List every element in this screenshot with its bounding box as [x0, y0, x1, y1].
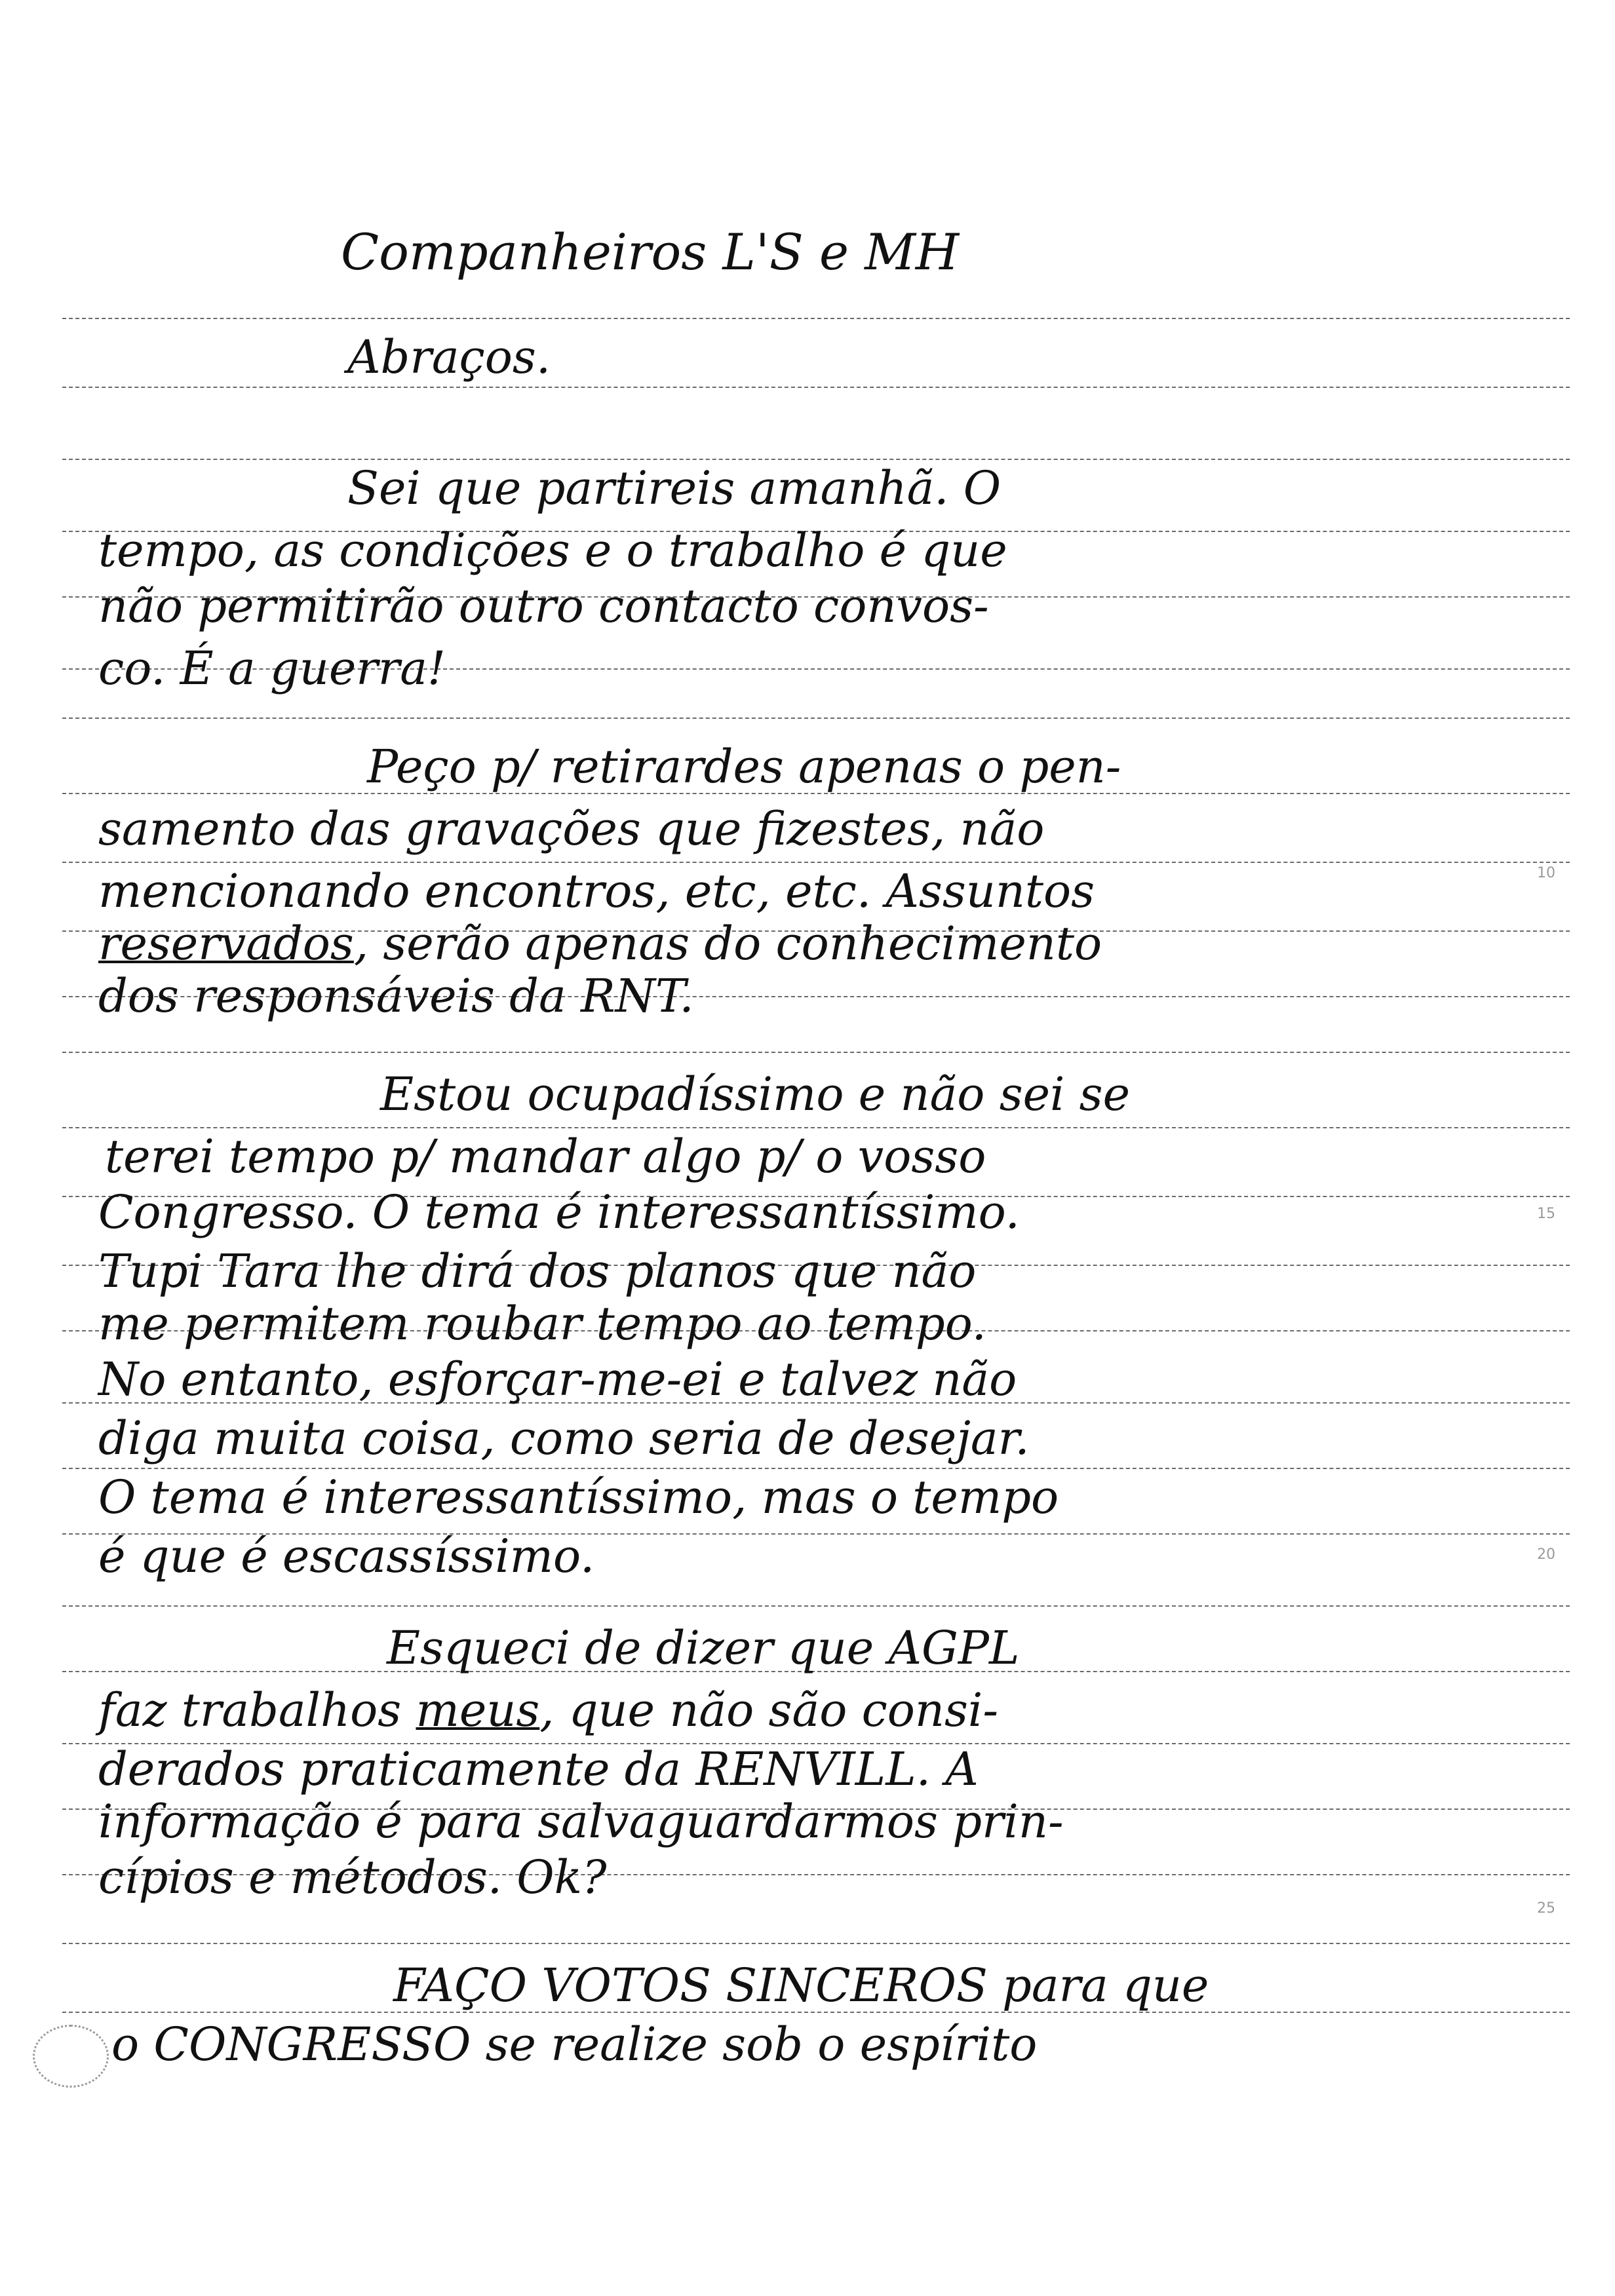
paragraph-2-line: dos responsáveis da RNT. [98, 969, 694, 1023]
paragraph-2-line: Peço p/ retirardes apenas o pen- [367, 740, 1121, 794]
paragraph-4-line-start: faz trabalhos [98, 1683, 416, 1737]
paragraph-2-line: mencionando encontros, etc, etc. Assuntos [98, 864, 1095, 918]
paragraph-3-line: é que é escassíssimo. [98, 1529, 595, 1583]
paragraph-3-line: Estou ocupadíssimo e não sei se [380, 1067, 1131, 1121]
paragraph-4-line [0, 1681, 1615, 1740]
letter-greeting: Abraços. [347, 330, 551, 384]
paragraph-5-line: FAÇO VOTOS SINCEROS para que [393, 1959, 1209, 2012]
margin-line-number: 25 [1537, 1900, 1555, 1917]
ruled-line [62, 1943, 1570, 1944]
paragraph-3-line: terei tempo p/ mandar algo p/ o vosso [105, 1130, 986, 1183]
paragraph-2-line: samento das gravações que fizestes, não [98, 802, 1045, 856]
ruled-line [62, 1052, 1570, 1053]
paragraph-4-line: informação é para salvaguardarmos prin- [98, 1795, 1064, 1848]
paragraph-1-line: tempo, as condições e o trabalho é que [98, 524, 1007, 577]
paragraph-1-line: co. É a guerra! [98, 641, 446, 695]
ruled-line [62, 318, 1570, 319]
paragraph-3-line: O tema é interessantíssimo, mas o tempo [98, 1470, 1059, 1524]
paragraph-2-line-rest: , serão apenas do conhecimento [353, 917, 1102, 970]
archive-stamp-icon [33, 2025, 109, 2088]
paragraph-3-line: Congresso. O tema é interessantíssimo. [98, 1185, 1020, 1239]
paragraph-3-line: No entanto, esforçar-me-ei e talvez não [98, 1352, 1017, 1406]
paragraph-4-line: cípios e métodos. Ok? [98, 1850, 607, 1904]
paragraph-4-line: Esqueci de dizer que AGPL [387, 1621, 1020, 1675]
margin-line-number: 15 [1537, 1206, 1555, 1222]
ruled-line [62, 1605, 1570, 1607]
ruled-line [62, 718, 1570, 719]
paragraph-1-line: não permitirão outro contacto convos- [98, 579, 989, 633]
margin-line-number: 10 [1537, 865, 1555, 881]
paragraph-1-line: Sei que partireis amanhã. O [347, 461, 1002, 515]
ruled-line [62, 387, 1570, 388]
paragraph-5-line: o CONGRESSO se realize sob o espírito [111, 2018, 1038, 2071]
paragraph-3-line: me permitem roubar tempo ao tempo. [98, 1297, 986, 1350]
underlined-word: meus [416, 1683, 540, 1737]
paragraph-3-line: Tupi Tara lhe dirá dos planos que não [98, 1244, 977, 1298]
margin-line-number: 20 [1537, 1546, 1555, 1563]
paragraph-4-line-rest: , que não são consi- [539, 1683, 998, 1737]
letter-title: Companheiros L'S e MH [341, 223, 960, 281]
paragraph-2-line [0, 914, 1615, 973]
underlined-word: reservados [98, 917, 354, 970]
paragraph-3-line: diga muita coisa, como seria de desejar. [98, 1411, 1030, 1465]
paragraph-4-line: derados praticamente da RENVILL. A [98, 1742, 979, 1796]
